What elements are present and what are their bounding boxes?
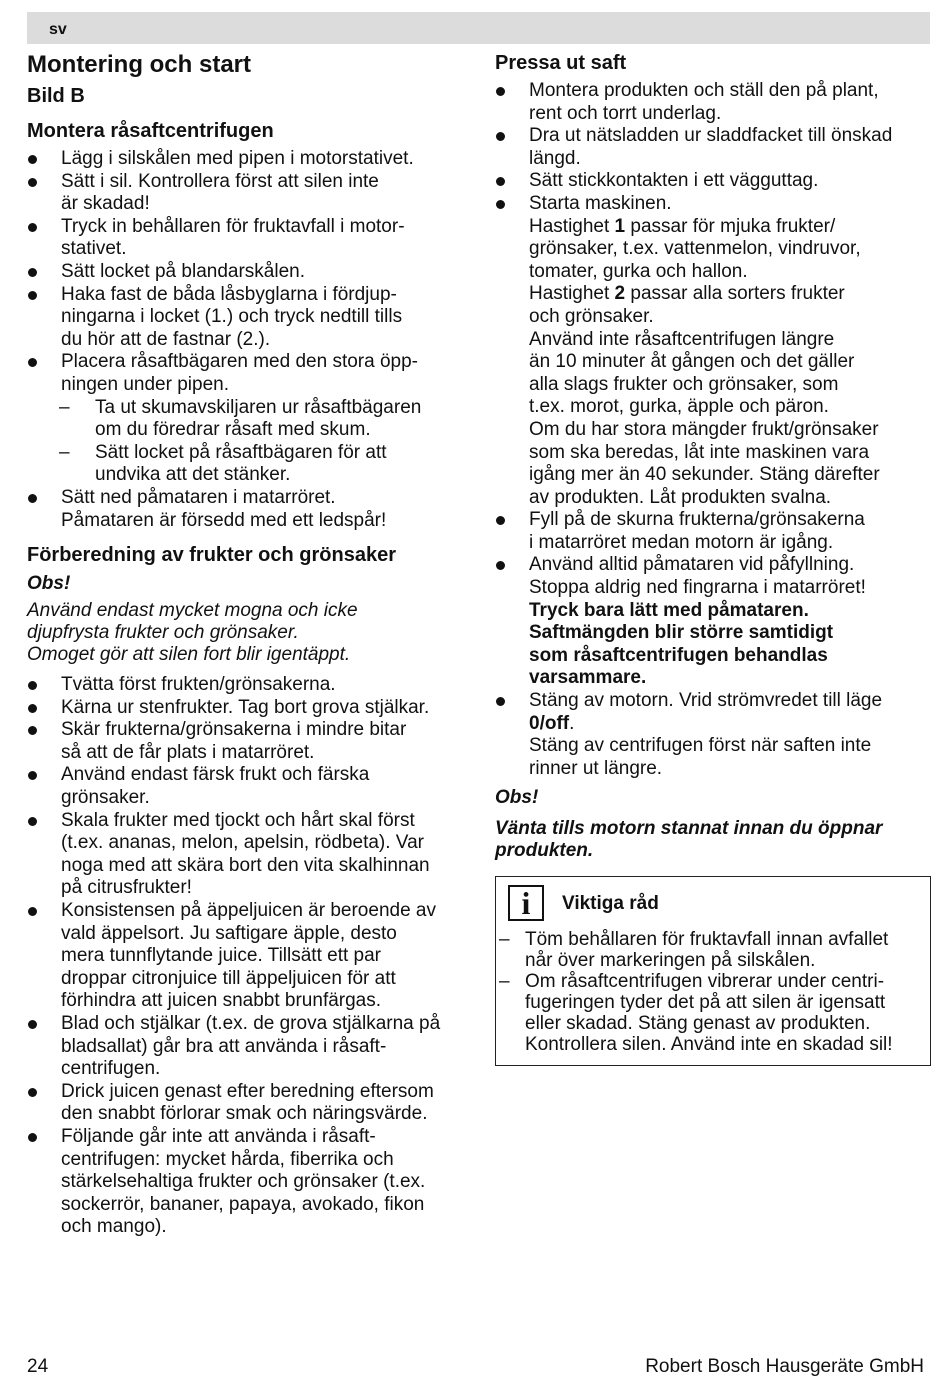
list-item <box>27 1126 467 1239</box>
list-line: t.ex. morot, gurka, äpple och päron. <box>529 396 829 418</box>
list-item <box>27 810 467 900</box>
switch-position: 0/off <box>529 712 570 734</box>
list-line: Skala frukter med tjockt och hårt skal först <box>61 809 415 831</box>
list-line: undvika att det stänker. <box>95 464 291 486</box>
list-line: Tryck in behållaren för fruktavfall i motor- <box>61 215 405 237</box>
list-line: Haka fast de båda låsbyglarna i fördjup- <box>61 283 397 305</box>
list-item <box>27 351 467 487</box>
list-line: – Töm behållaren för fruktavfall innan avfallet <box>525 929 889 951</box>
heading-juicing: Pressa ut saft <box>495 52 627 74</box>
list-line: droppar citronjuice till äppeljuicen för att <box>61 967 396 989</box>
list-item <box>59 442 467 487</box>
list-item <box>27 487 467 532</box>
assemble-list <box>27 148 467 532</box>
list-line: djupfrysta frukter och grönsaker. <box>27 622 299 644</box>
section-title: Montering och start <box>27 51 252 78</box>
list-line: Kontrollera silen. Använd inte en skadad sil! <box>525 1034 893 1056</box>
list-item <box>495 193 931 509</box>
list-item <box>27 900 467 1013</box>
list-line: Stoppa aldrig ned fingrarna i matarröret! <box>529 577 866 599</box>
list-item <box>499 971 930 1055</box>
note-label: Obs! <box>495 787 539 809</box>
list-line: produkten. <box>495 840 594 862</box>
list-line: – Sätt locket på råsaftbägaren för att <box>95 441 387 463</box>
list-item <box>27 216 467 261</box>
tips-list <box>496 929 930 1055</box>
figure-reference: Bild B <box>27 85 85 107</box>
list-item <box>499 929 930 971</box>
list-line: grönsaker. <box>61 787 150 809</box>
list-line: Om du har stora mängder frukt/grönsaker <box>529 418 879 440</box>
list-line: Stäng av centrifugen först när saften inte <box>529 735 872 757</box>
list-item <box>27 284 467 352</box>
list-line: som råsaftcentrifugen behandlas <box>529 644 828 666</box>
list-item <box>27 261 467 284</box>
list-line: Skär frukterna/grönsakerna i mindre bitar <box>61 719 407 741</box>
list-line: Drick juicen genast efter beredning eftersom <box>61 1080 434 1102</box>
list-item <box>495 125 931 170</box>
list-line: Kärna ur stenfrukter. Tag bort grova stjälkar. <box>61 696 430 718</box>
list-item <box>495 554 931 690</box>
list-line: Tvätta först frukten/grönsakerna. <box>61 674 336 696</box>
list-line <box>529 713 931 736</box>
list-line: Använd endast mycket mogna och icke <box>27 600 358 622</box>
list-item <box>27 171 467 216</box>
juicing-list <box>495 80 931 780</box>
list-line: rent och torrt underlag. <box>529 102 722 124</box>
speed-number: 2 <box>614 283 626 305</box>
list-item <box>27 719 467 764</box>
list-line: bladsallat) går bra att använda i råsaft- <box>61 1035 387 1057</box>
list-line: mera tunnflytande juice. Tillsätt ett par <box>61 945 381 967</box>
text-fragment: Hastighet <box>529 215 615 237</box>
language-code: sv <box>49 21 67 38</box>
list-line: – Om råsaftcentrifugen vibrerar under centri- <box>525 971 885 993</box>
list-item <box>495 690 931 780</box>
speed-number: 1 <box>614 215 626 237</box>
list-item <box>495 80 931 125</box>
text-fragment: passar för mjuka frukter/ <box>625 215 836 237</box>
list-line: Tryck bara lätt med påmataren. <box>529 599 809 621</box>
text-fragment: Hastighet <box>529 283 615 305</box>
list-line: vald äppelsort. Ju saftigare äpple, desto <box>61 922 397 944</box>
list-line: igång mer än 40 sekunder. Stäng därefter <box>529 464 880 486</box>
list-line: du hör att de fastnar (2.). <box>61 328 271 350</box>
list-line: grönsaker, t.ex. vattenmelon, vindruvor, <box>529 238 861 260</box>
right-column <box>495 50 931 1066</box>
list-item <box>27 1013 467 1081</box>
list-line: tomater, gurka och hallon. <box>529 260 748 282</box>
list-line: förhindra att juicen snabbt brunfärgas. <box>61 990 382 1012</box>
note-label: Obs! <box>27 573 71 595</box>
list-line: rinner ut längre. <box>529 757 663 779</box>
speed-2-line <box>529 283 931 306</box>
note-text <box>27 600 467 666</box>
list-line: den snabbt förlorar smak och näringsvärde. <box>61 1103 428 1125</box>
sub-list <box>59 397 467 487</box>
list-line: ningarna i locket (1.) och tryck nedtill tills <box>61 306 403 328</box>
note-text <box>495 818 931 862</box>
page-number: 24 <box>27 1356 49 1377</box>
list-line: längd. <box>529 147 581 169</box>
list-line: Vänta tills motorn stannat innan du öppnar <box>495 818 883 840</box>
list-line: sockerrör, bananer, papaya, avokado, fikon <box>61 1193 425 1215</box>
info-icon: i <box>508 885 544 921</box>
list-line: Konsistensen på äppeljuicen är beroende av <box>61 900 436 922</box>
tips-title: Viktiga råd <box>562 892 659 914</box>
list-line: och mango). <box>61 1216 167 1238</box>
list-line: i matarröret medan motorn är igång. <box>529 531 834 553</box>
list-line: når över markeringen på silskålen. <box>525 950 816 972</box>
list-line: eller skadad. Stäng genast av produkten. <box>525 1013 871 1035</box>
tips-box <box>495 876 931 1066</box>
list-line: Fyll på de skurna frukterna/grönsakerna <box>529 509 865 531</box>
list-item <box>27 674 467 697</box>
list-line: Blad och stjälkar (t.ex. de grova stjälkarna på <box>61 1013 441 1034</box>
list-item <box>59 397 467 442</box>
list-item <box>27 697 467 720</box>
list-line: Påmataren är försedd med ett ledspår! <box>61 509 387 531</box>
left-column <box>27 50 467 1239</box>
list-item <box>27 764 467 809</box>
text-fragment: passar alla sorters frukter <box>625 283 845 305</box>
list-line: än 10 minuter åt gången och det gäller <box>529 351 855 373</box>
list-line: varsammare. <box>529 667 647 689</box>
preparation-list <box>27 674 467 1239</box>
list-line: Montera produkten och ställ den på plant, <box>529 80 879 101</box>
list-line: Följande går inte att använda i råsaft- <box>61 1125 376 1147</box>
list-line: stärkelsehaltiga frukter och grönsaker (t.ex. <box>61 1171 426 1193</box>
list-line: Sätt locket på blandarskålen. <box>61 260 305 282</box>
list-line: – Ta ut skumavskiljaren ur råsaftbägaren <box>95 396 422 418</box>
list-line: på citrusfrukter! <box>61 877 192 899</box>
list-line: Dra ut nätsladden ur sladdfacket till önskad <box>529 125 893 147</box>
list-line: Använd endast färsk frukt och färska <box>61 764 370 786</box>
list-line: Använd alltid påmataren vid påfyllning. <box>529 554 855 576</box>
list-line: Starta maskinen. <box>529 192 672 214</box>
list-line: som ska beredas, låt inte maskinen vara <box>529 441 870 463</box>
speed-1-line <box>529 216 931 239</box>
list-item <box>27 148 467 171</box>
list-line: Saftmängden blir större samtidigt <box>529 622 834 644</box>
list-line: alla slags frukter och grönsaker, som <box>529 373 839 395</box>
list-line: Stäng av motorn. Vrid strömvredet till läge <box>529 690 883 712</box>
list-item <box>495 509 931 554</box>
list-line: och grönsaker. <box>529 305 654 327</box>
list-line: så att de får plats i matarröret. <box>61 741 315 763</box>
text-fragment: . <box>569 712 575 734</box>
list-line: om du föredrar råsaft med skum. <box>95 419 371 441</box>
language-bar <box>27 12 930 44</box>
list-line: ningen under pipen. <box>61 373 229 395</box>
list-line: Sätt stickkontakten i ett vägguttag. <box>529 170 819 192</box>
company-name: Robert Bosch Hausgeräte GmbH <box>645 1356 924 1377</box>
list-line: centrifugen: mycket hårda, fiberrika och <box>61 1148 394 1170</box>
list-line: Använd inte råsaftcentrifugen längre <box>529 328 835 350</box>
list-line: (t.ex. ananas, melon, apelsin, rödbeta). Var <box>61 832 424 854</box>
list-line: stativet. <box>61 238 127 260</box>
list-line: är skadad! <box>61 193 150 215</box>
list-item <box>27 1081 467 1126</box>
list-line: centrifugen. <box>61 1058 161 1080</box>
list-line: Sätt i sil. Kontrollera först att silen inte <box>61 170 379 192</box>
list-line: Placera råsaftbägaren med den stora öpp- <box>61 351 418 373</box>
list-line: Lägg i silskålen med pipen i motorstativet. <box>61 148 414 169</box>
list-line: noga med att skära bort den vita skalhinnan <box>61 854 430 876</box>
list-line: Omoget gör att silen fort blir igentäppt. <box>27 644 351 666</box>
list-line: av produkten. Låt produkten svalna. <box>529 486 832 508</box>
heading-preparation: Förberedning av frukter och grönsaker <box>27 544 396 567</box>
list-line: fugeringen tyder det på att silen är igensatt <box>525 992 886 1014</box>
tips-header <box>496 885 930 921</box>
list-item <box>495 170 931 193</box>
heading-assemble: Montera råsaftcentrifugen <box>27 120 274 142</box>
list-line: Sätt ned påmataren i matarröret. <box>61 486 336 508</box>
